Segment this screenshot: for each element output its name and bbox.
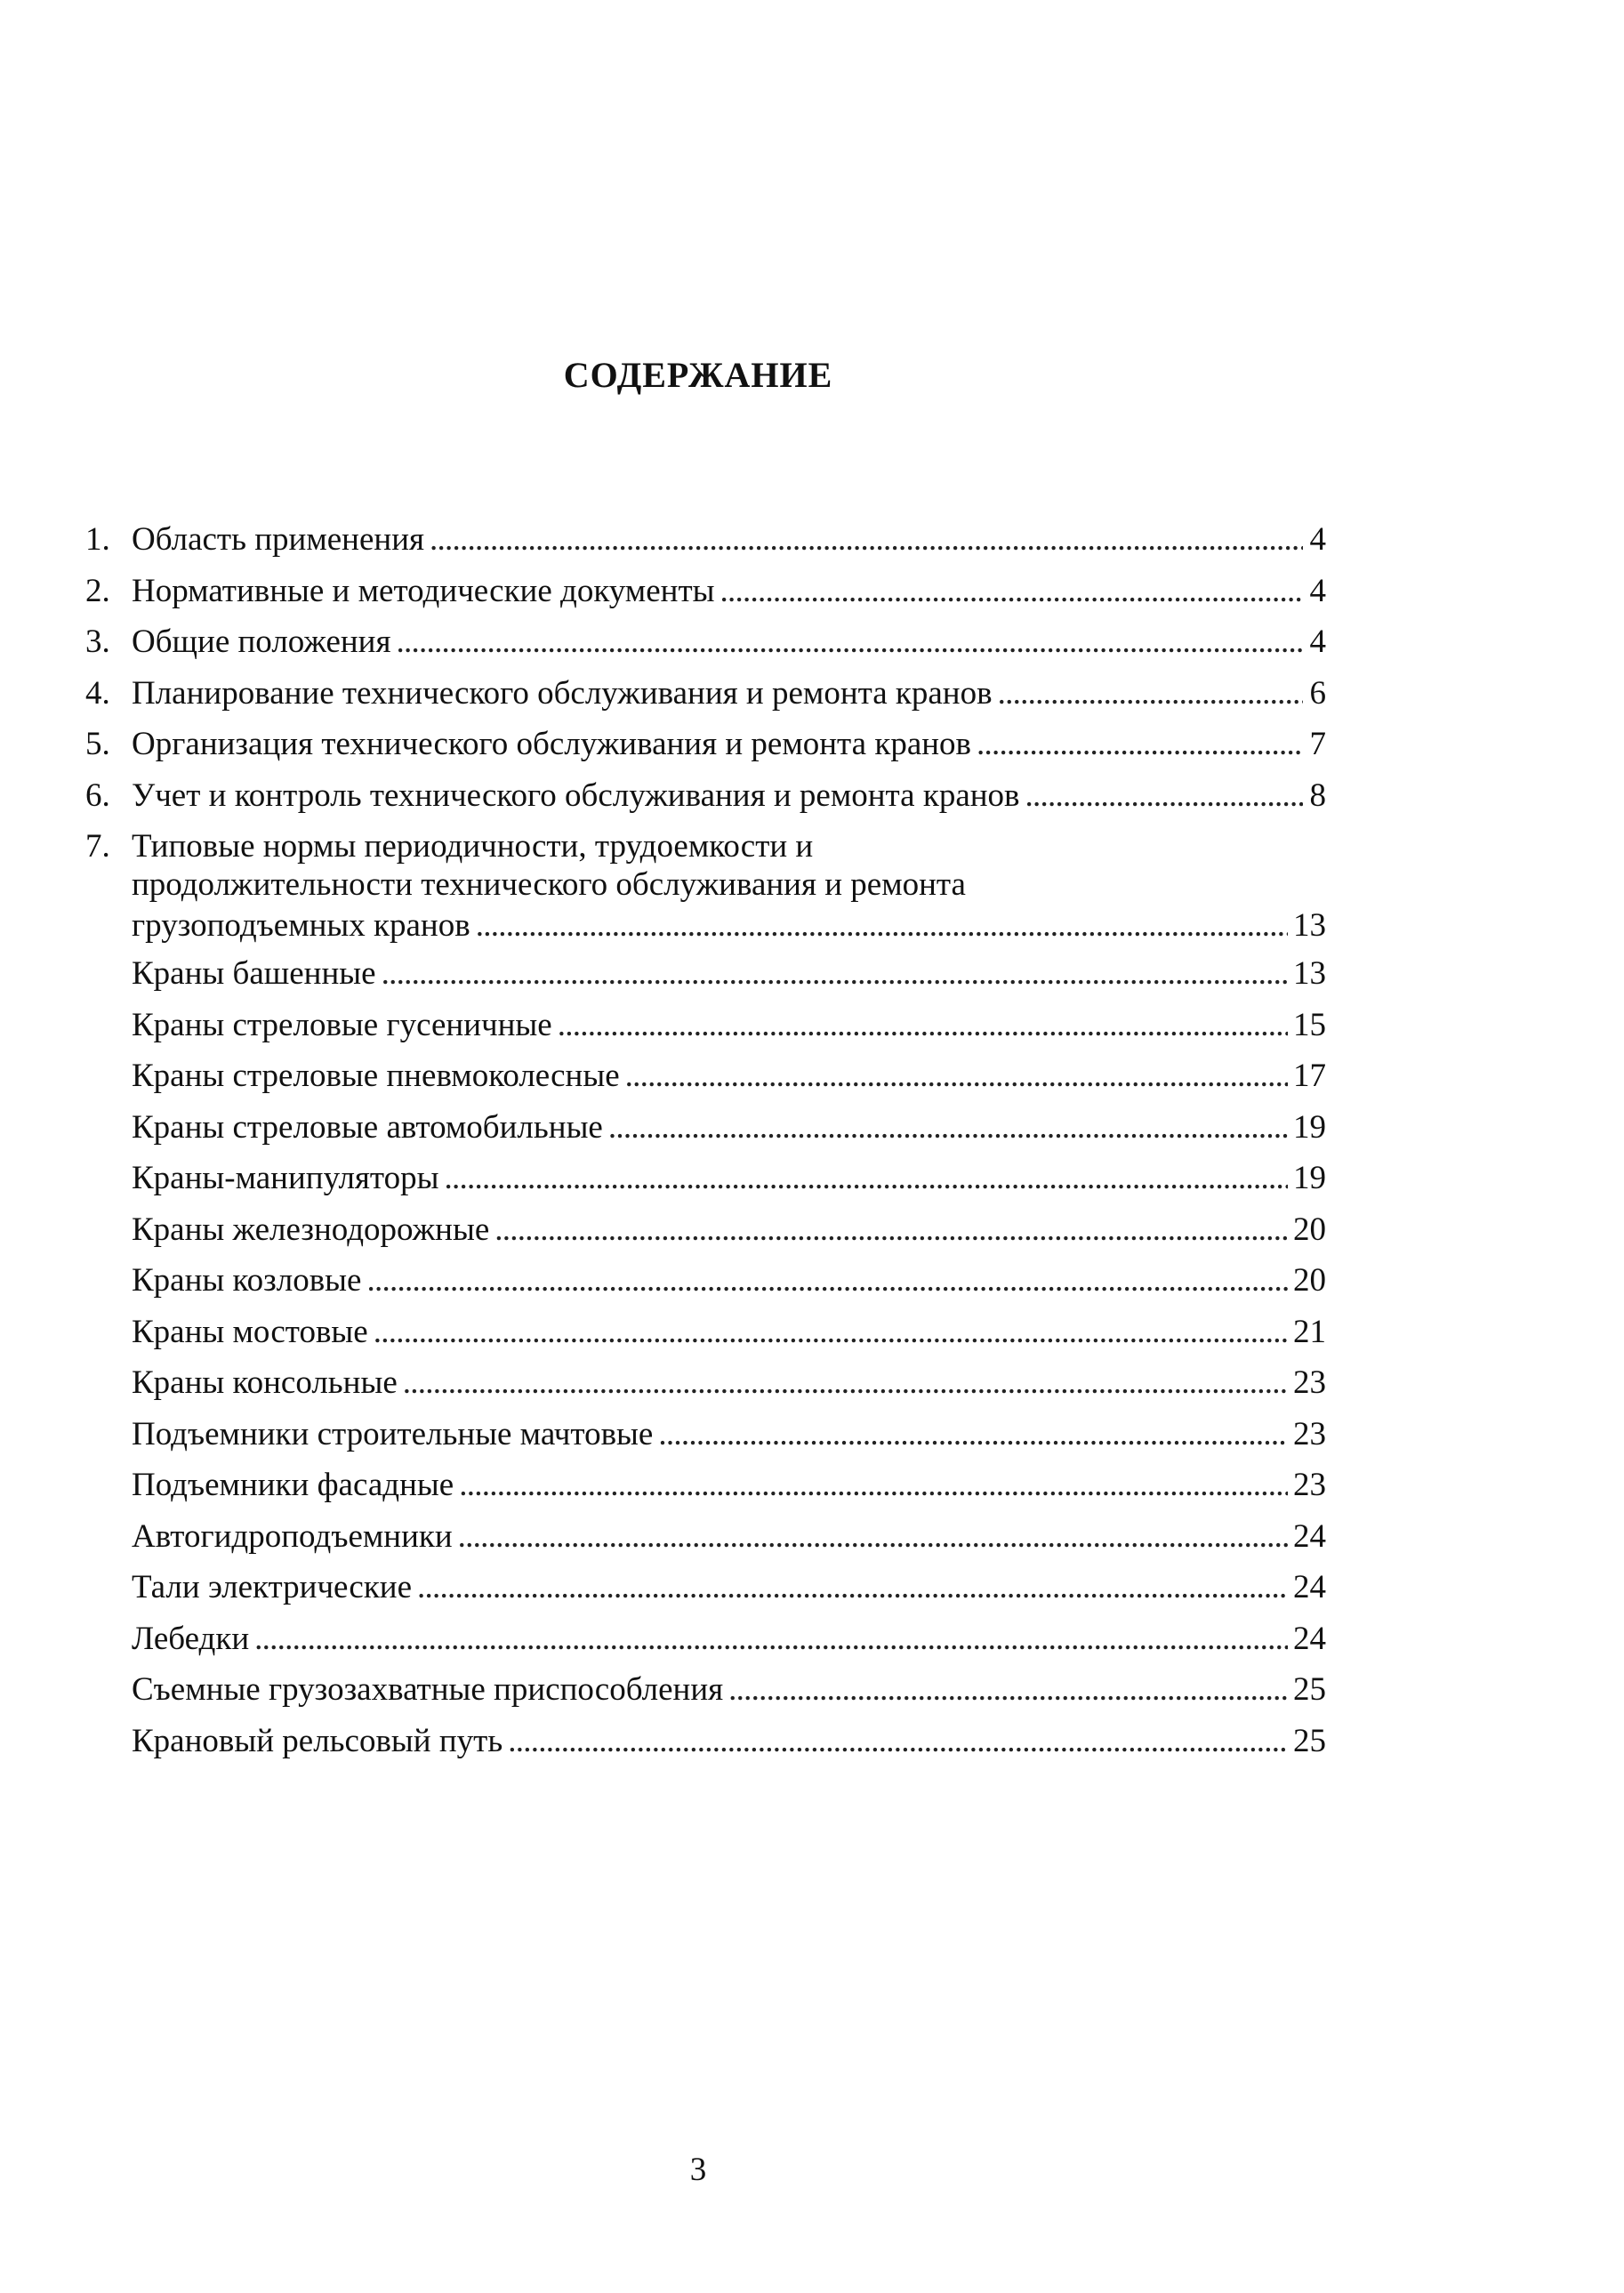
dot-leader bbox=[444, 1153, 1288, 1204]
toc-subentry bbox=[85, 1511, 1326, 1563]
toc-subentry bbox=[85, 1613, 1326, 1665]
toc-subentry bbox=[85, 1357, 1326, 1409]
dot-leader bbox=[254, 1613, 1288, 1665]
toc-subentry bbox=[85, 1102, 1326, 1154]
toc-subentry-title: Краны консольные bbox=[132, 1364, 398, 1401]
dot-leader bbox=[508, 1716, 1288, 1767]
dot-leader bbox=[494, 1204, 1288, 1256]
toc-subentry-page: 17 bbox=[1293, 1058, 1326, 1094]
toc-entry-page: 7 bbox=[1309, 726, 1326, 762]
toc-entry-number: 5. bbox=[85, 726, 110, 762]
toc-entry-number: 2. bbox=[85, 572, 110, 609]
toc-entry-title-line: грузоподъемных кранов bbox=[132, 907, 470, 944]
toc-subentry-title: Тали электрические bbox=[132, 1569, 413, 1605]
toc-subentries bbox=[85, 948, 1326, 1766]
table-of-contents bbox=[85, 514, 1326, 1766]
page-number: 3 bbox=[689, 2152, 707, 2188]
toc-entry-title: Учет и контроль технического обслуживания и ремонта кранов bbox=[132, 776, 1020, 814]
toc-subentry-title: Краны козловые bbox=[132, 1262, 362, 1299]
toc-subentry-title: Съемные грузозахватные приспособления bbox=[132, 1671, 724, 1708]
toc-subentry bbox=[85, 1204, 1326, 1256]
toc-subentry-title: Краны стреловые автомобильные bbox=[132, 1108, 603, 1146]
toc-subentry-title: Краны мостовые bbox=[132, 1313, 368, 1350]
toc-entry bbox=[85, 719, 1326, 770]
dot-leader bbox=[396, 616, 1303, 668]
toc-entry-title-line: продолжительности технического обслуживания и ремонта bbox=[132, 866, 966, 903]
dot-leader bbox=[658, 1409, 1288, 1460]
toc-entry bbox=[85, 566, 1326, 617]
toc-subentry-page: 20 bbox=[1293, 1262, 1326, 1299]
dot-leader bbox=[558, 1000, 1288, 1051]
dot-leader bbox=[417, 1562, 1288, 1613]
toc-subentry bbox=[85, 1050, 1326, 1102]
toc-entry-title: Планирование технического обслуживания и ремонта кранов bbox=[132, 674, 993, 712]
toc-entry-number: 6. bbox=[85, 776, 110, 814]
toc-subentry bbox=[85, 1000, 1326, 1051]
dot-leader bbox=[374, 1307, 1288, 1358]
toc-subentry-page: 24 bbox=[1293, 1517, 1326, 1555]
toc-entry-page: 4 bbox=[1309, 521, 1326, 558]
toc-subentry-title: Подъемники фасадные bbox=[132, 1467, 454, 1503]
toc-subentry-title: Краны стреловые пневмоколесные bbox=[132, 1058, 620, 1094]
toc-subentry-title: Краны железнодорожные bbox=[132, 1211, 490, 1248]
toc-entry-number: 1. bbox=[85, 521, 110, 558]
dot-leader bbox=[998, 668, 1303, 720]
toc-subentry-title: Краны башенные bbox=[132, 955, 376, 992]
page-title: СОДЕРЖАНИЕ bbox=[563, 355, 833, 395]
toc-subentry-title: Лебедки bbox=[132, 1620, 250, 1657]
toc-subentry-page: 19 bbox=[1293, 1160, 1326, 1196]
dot-leader bbox=[382, 948, 1288, 1000]
dot-leader bbox=[608, 1102, 1288, 1154]
toc-subentry-title: Автогидроподъемники bbox=[132, 1517, 453, 1555]
toc-entry bbox=[85, 514, 1326, 566]
toc-subentry bbox=[85, 1460, 1326, 1511]
toc-entry-number: 4. bbox=[85, 674, 110, 712]
dot-leader bbox=[728, 1664, 1288, 1716]
toc-subentry-page: 20 bbox=[1293, 1211, 1326, 1248]
toc-subentry-title: Краны стреловые гусеничные bbox=[132, 1006, 552, 1043]
toc-entry-title: Общие положения bbox=[132, 624, 391, 660]
toc-entry-number: 7. bbox=[85, 828, 110, 865]
dot-leader bbox=[430, 514, 1303, 566]
dot-leader bbox=[977, 719, 1303, 770]
toc-subentry bbox=[85, 1409, 1326, 1460]
toc-subentry-page: 13 bbox=[1293, 955, 1326, 992]
dot-leader bbox=[625, 1050, 1288, 1102]
toc-entry bbox=[85, 668, 1326, 720]
dot-leader bbox=[720, 566, 1303, 617]
toc-subentry bbox=[85, 1307, 1326, 1358]
toc-entry bbox=[85, 770, 1326, 822]
toc-subentry-page: 19 bbox=[1293, 1108, 1326, 1146]
toc-subentry bbox=[85, 1664, 1326, 1716]
toc-subentry-page: 21 bbox=[1293, 1313, 1326, 1350]
toc-entry-title: Нормативные и методические документы bbox=[132, 572, 715, 609]
toc-entry-title: Организация технического обслуживания и ремонта кранов bbox=[132, 726, 972, 762]
toc-subentry bbox=[85, 1716, 1326, 1767]
toc-entry-page: 4 bbox=[1309, 572, 1326, 609]
toc-entry-title: Область применения bbox=[132, 521, 425, 558]
toc-entry-number: 3. bbox=[85, 624, 110, 660]
toc-subentry bbox=[85, 1562, 1326, 1613]
toc-subentry-page: 23 bbox=[1293, 1415, 1326, 1452]
dot-leader bbox=[459, 1460, 1288, 1511]
toc-entry-page: 8 bbox=[1309, 776, 1326, 814]
toc-entry-section-7 bbox=[85, 821, 1326, 948]
dot-leader bbox=[1025, 770, 1303, 822]
dot-leader bbox=[458, 1511, 1288, 1563]
toc-subentry-title: Крановый рельсовый путь bbox=[132, 1722, 503, 1759]
dot-leader bbox=[403, 1357, 1288, 1409]
toc-subentry-page: 24 bbox=[1293, 1620, 1326, 1657]
toc-entry bbox=[85, 616, 1326, 668]
toc-subentry-page: 24 bbox=[1293, 1569, 1326, 1605]
toc-subentry-page: 25 bbox=[1293, 1671, 1326, 1708]
toc-subentry bbox=[85, 1153, 1326, 1204]
toc-entry-page: 6 bbox=[1309, 674, 1326, 712]
toc-entry-page: 4 bbox=[1309, 624, 1326, 660]
toc-subentry bbox=[85, 1255, 1326, 1307]
toc-subentry-page: 23 bbox=[1293, 1467, 1326, 1503]
dot-leader bbox=[366, 1255, 1288, 1307]
toc-entry-page: 13 bbox=[1293, 907, 1326, 944]
toc-subentry-title: Подъемники строительные мачтовые bbox=[132, 1415, 654, 1452]
toc-subentry bbox=[85, 948, 1326, 1000]
toc-subentry-page: 25 bbox=[1293, 1722, 1326, 1759]
toc-subentry-title: Краны-манипуляторы bbox=[132, 1160, 439, 1196]
toc-subentry-page: 15 bbox=[1293, 1006, 1326, 1043]
toc-subentry-page: 23 bbox=[1293, 1364, 1326, 1401]
dot-leader bbox=[476, 904, 1288, 948]
toc-entry-title-line: Типовые нормы периодичности, трудоемкости и bbox=[132, 828, 814, 865]
